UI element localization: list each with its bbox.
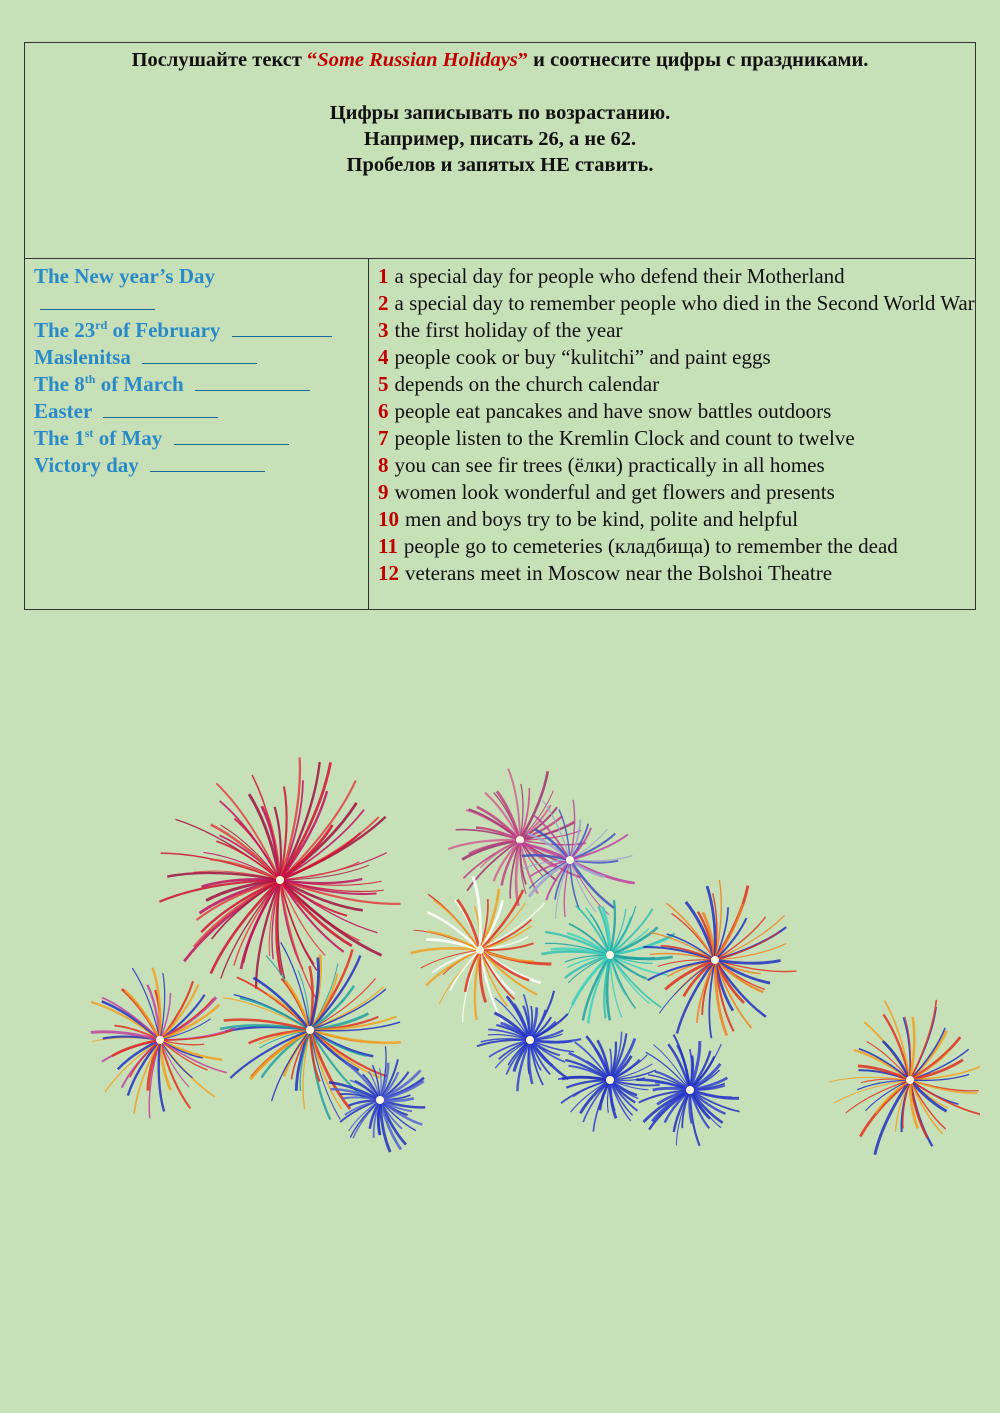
- holiday-item: [34, 452, 368, 479]
- holiday-label: of March: [95, 372, 184, 396]
- statement-item: [378, 344, 975, 371]
- answer-blank[interactable]: [103, 399, 218, 418]
- matching-table: [25, 259, 975, 609]
- statement-number: 9: [378, 480, 389, 504]
- worksheet: [24, 42, 976, 610]
- holiday-item: [34, 263, 334, 317]
- instruction-suffix: и соотнесите цифры с праздниками.: [528, 49, 869, 71]
- statement-number: 2: [378, 291, 389, 315]
- holiday-label: The 8: [34, 372, 85, 396]
- holiday-item: [34, 425, 368, 452]
- answer-blank[interactable]: [142, 345, 257, 364]
- statement-text: men and boys try to be kind, polite and helpful: [405, 507, 799, 531]
- instruction-heading: [25, 47, 975, 73]
- statement-number: 11: [378, 534, 398, 558]
- statement-item: [378, 506, 975, 533]
- holiday-label: The 1: [34, 426, 85, 450]
- text-title: Some Russian Holidays: [317, 49, 518, 71]
- answer-blank[interactable]: [232, 318, 332, 337]
- statement-number: 6: [378, 399, 389, 423]
- instruction-example: Например, писать 26, а не 62.: [363, 128, 637, 150]
- holiday-label: The 23: [34, 318, 96, 342]
- holiday-item: [34, 344, 368, 371]
- firework-burst: [558, 1032, 660, 1132]
- instructions-box: [25, 43, 975, 259]
- statement-item: [378, 290, 975, 317]
- answer-blank[interactable]: [174, 426, 289, 445]
- statement-item: [378, 425, 975, 452]
- quote-close: ”: [517, 49, 529, 71]
- ordinal-suffix: rd: [95, 318, 108, 332]
- statement-number: 10: [378, 507, 399, 531]
- statement-text: the first holiday of the year: [394, 318, 623, 342]
- holiday-label: Victory day: [34, 453, 139, 477]
- statement-item: [378, 317, 975, 344]
- statement-item: [378, 452, 975, 479]
- statement-column: [369, 259, 975, 609]
- statement-text: women look wonderful and get flowers and presents: [394, 480, 835, 504]
- ordinal-suffix: th: [84, 372, 96, 386]
- holiday-label: of May: [93, 426, 163, 450]
- statement-number: 1: [378, 264, 389, 288]
- holiday-item: [34, 317, 368, 344]
- statement-number: 5: [378, 372, 389, 396]
- quote-open: “: [307, 49, 318, 71]
- firework-burst: [159, 757, 400, 1000]
- holiday-item: [34, 398, 368, 425]
- statement-item: [378, 263, 975, 290]
- firework-burst: [636, 1035, 740, 1146]
- statement-number: 3: [378, 318, 389, 342]
- statement-text: people listen to the Kremlin Clock and count to twelve: [394, 426, 855, 450]
- firework-burst: [477, 991, 581, 1091]
- statement-text: people eat pancakes and have snow battles outdoors: [394, 399, 832, 423]
- statement-item: [378, 479, 975, 506]
- firework-burst: [411, 876, 552, 1025]
- instruction-prefix: Послушайте текст: [131, 49, 308, 71]
- statement-text: veterans meet in Moscow near the Bolshoi Theatre: [405, 561, 833, 585]
- answer-blank[interactable]: [40, 291, 155, 310]
- statement-text: people go to cemeteries (кладбища) to remember the dead: [403, 534, 898, 558]
- holiday-item: [34, 371, 368, 398]
- statement-text: a special day for people who defend their Motherland: [394, 264, 845, 288]
- instruction-format: Пробелов и запятых НЕ ставить.: [346, 154, 654, 176]
- holiday-label: The New year’s Day: [34, 264, 215, 288]
- answer-blank[interactable]: [150, 453, 265, 472]
- holiday-label: Maslenitsa: [34, 345, 131, 369]
- statement-number: 7: [378, 426, 389, 450]
- statement-item: [378, 533, 975, 560]
- ordinal-suffix: st: [84, 426, 94, 440]
- statement-item: [378, 398, 975, 425]
- firework-burst: [541, 900, 674, 1023]
- statement-text: people cook or buy “kulitchi” and paint eggs: [394, 345, 771, 369]
- statement-item: [378, 371, 975, 398]
- statement-text: you can see fir trees (ёлки) practically in all homes: [394, 453, 825, 477]
- statement-text: depends on the church calendar: [394, 372, 660, 396]
- fireworks-illustration: [50, 720, 980, 1240]
- statement-number: 8: [378, 453, 389, 477]
- answer-blank[interactable]: [195, 372, 310, 391]
- holiday-label: of February: [107, 318, 221, 342]
- firework-burst: [91, 968, 235, 1118]
- statement-number: 4: [378, 345, 389, 369]
- instruction-order: Цифры записывать по возрастанию.: [329, 102, 671, 124]
- statement-number: 12: [378, 561, 399, 585]
- holiday-column: [25, 259, 369, 609]
- firework-burst: [828, 1000, 980, 1155]
- statement-item: [378, 560, 975, 587]
- holiday-label: Easter: [34, 399, 92, 423]
- statement-text: a special day to remember people who died in the Second World War: [394, 291, 975, 315]
